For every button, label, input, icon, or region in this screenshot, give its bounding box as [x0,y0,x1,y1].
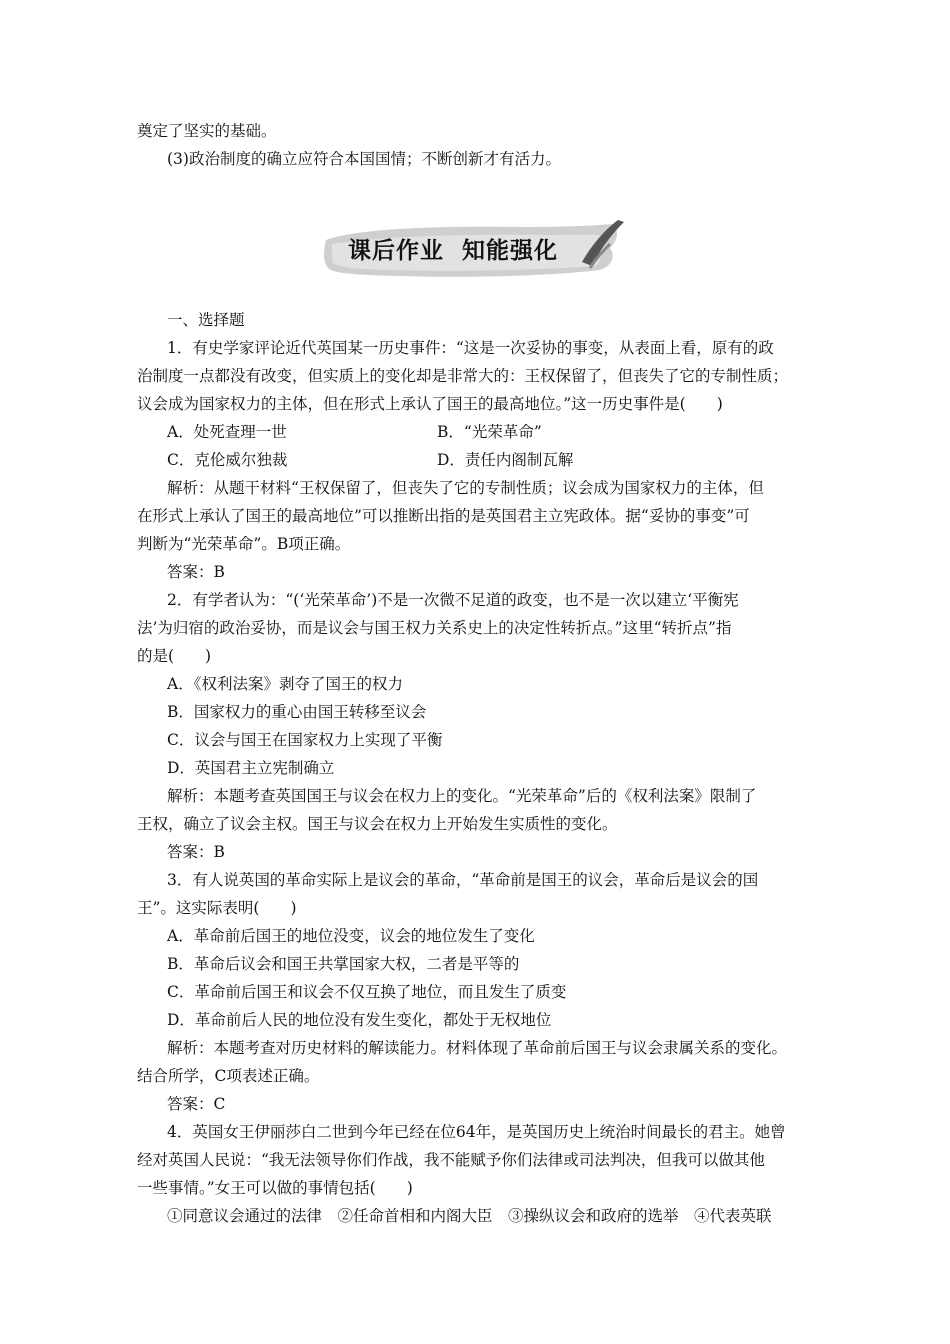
q1-stem-line-3: 议会成为国家权力的主体，但在形式上承认了国王的最高地位。”这一历史事件是( ) [137,395,723,413]
q1-option-row-2 [167,446,849,474]
q2-option-b: B．国家权力的重心由国王转移至议会 [167,703,427,721]
q1-option-c: C．克伦威尔独裁 [167,451,288,469]
q1-option-row-1 [167,418,849,446]
q1-analysis-line-3: 判断为“光荣革命”。B项正确。 [137,535,351,553]
q1-stem-line-2: 治制度一点都没有改变，但实质上的变化却是非常大的：王权保留了，但丧失了它的专制性质； [137,367,789,385]
q2-stem-line-1: 2．有学者认为：“(‘光荣革命’)不是一次微不足道的政变，也不是一次以建立‘平衡宪 [167,591,739,609]
q2-option-a: A．《权利法案》剥夺了国王的权力 [167,675,403,693]
intro-line-1: 奠定了坚实的基础。 [137,122,277,140]
q3-stem-line-1: 3．有人说英国的革命实际上是议会的革命，“革命前是国王的议会，革命后是议会的国 [167,871,759,889]
q1-analysis-line-1: 解析：从题干材料“王权保留了，但丧失了它的专制性质；议会成为国家权力的主体，但 [167,479,764,497]
q2-analysis-line-2: 王权，确立了议会主权。国王与议会在权力上开始发生实质性的变化。 [137,815,618,833]
q3-analysis-line-2: 结合所学，C项表述正确。 [137,1067,320,1085]
q4-stem-line-1: 4．英国女王伊丽莎白二世到今年已经在位64年，是英国历史上统治时间最长的君主。她曾 [167,1123,786,1141]
q1-option-a: A．处死查理一世 [167,423,287,441]
q2-option-c: C．议会与国王在国家权力上实现了平衡 [167,731,443,749]
q1-answer: 答案：B [167,563,225,581]
q3-option-b: B．革命后议会和国王共掌国家大权，二者是平等的 [167,955,520,973]
q3-option-a: A．革命前后国王的地位没变，议会的地位发生了变化 [167,927,535,945]
q2-answer: 答案：B [167,843,225,861]
q1-stem-line-1: 1．有史学家评论近代英国某一历史事件：“这是一次妥协的事变，从表面上看，原有的政 [167,339,774,357]
q2-analysis-line-1: 解析：本题考查英国国王与议会在权力上的变化。“光荣革命”后的《权利法案》限制了 [167,787,757,805]
q3-answer: 答案：C [167,1095,226,1113]
q1-option-d: D．责任内阁制瓦解 [437,451,574,469]
q3-option-c: C．革命前后国王和议会不仅互换了地位，而且发生了质变 [167,983,567,1001]
section-title: 一、选择题 [167,311,245,329]
q4-items: ①同意议会通过的法律 ②任命首相和内阁大臣 ③操纵议会和政府的选举 ④代表英联 [167,1207,772,1225]
q3-stem-line-2: 王”。这实际表明( ) [137,899,297,917]
q4-stem-line-3: 一些事情。”女王可以做的事情包括( ) [137,1179,413,1197]
section-banner [320,218,630,284]
q4-stem-line-2: 经对英国人民说：“我无法领导你们作战，我不能赋予你们法律或司法判决，但我可以做其他 [137,1151,765,1169]
q2-stem-line-3: 的是( ) [137,647,212,665]
intro-line-2: (3)政治制度的确立应符合本国国情；不断创新才有活力。 [167,150,561,168]
q3-option-d: D．革命前后人民的地位没有发生变化，都处于无权地位 [167,1011,552,1029]
q2-stem-line-2: 法’为归宿的政治妥协，而是议会与国王权力关系史上的决定性转折点。”这里“转折点”指 [137,619,732,637]
q3-analysis-line-1: 解析：本题考查对历史材料的解读能力。材料体现了革命前后国王与议会隶属关系的变化。 [167,1039,788,1057]
q2-option-d: D．英国君主立宪制确立 [167,759,335,777]
q1-analysis-line-2: 在形式上承认了国王的最高地位”可以推断出指的是英国君主立宪政体。据“妥协的事变”可 [137,507,750,525]
banner-title: 课后作业 知能强化 [348,238,559,264]
q1-option-b: B．“光荣革命” [437,423,542,441]
